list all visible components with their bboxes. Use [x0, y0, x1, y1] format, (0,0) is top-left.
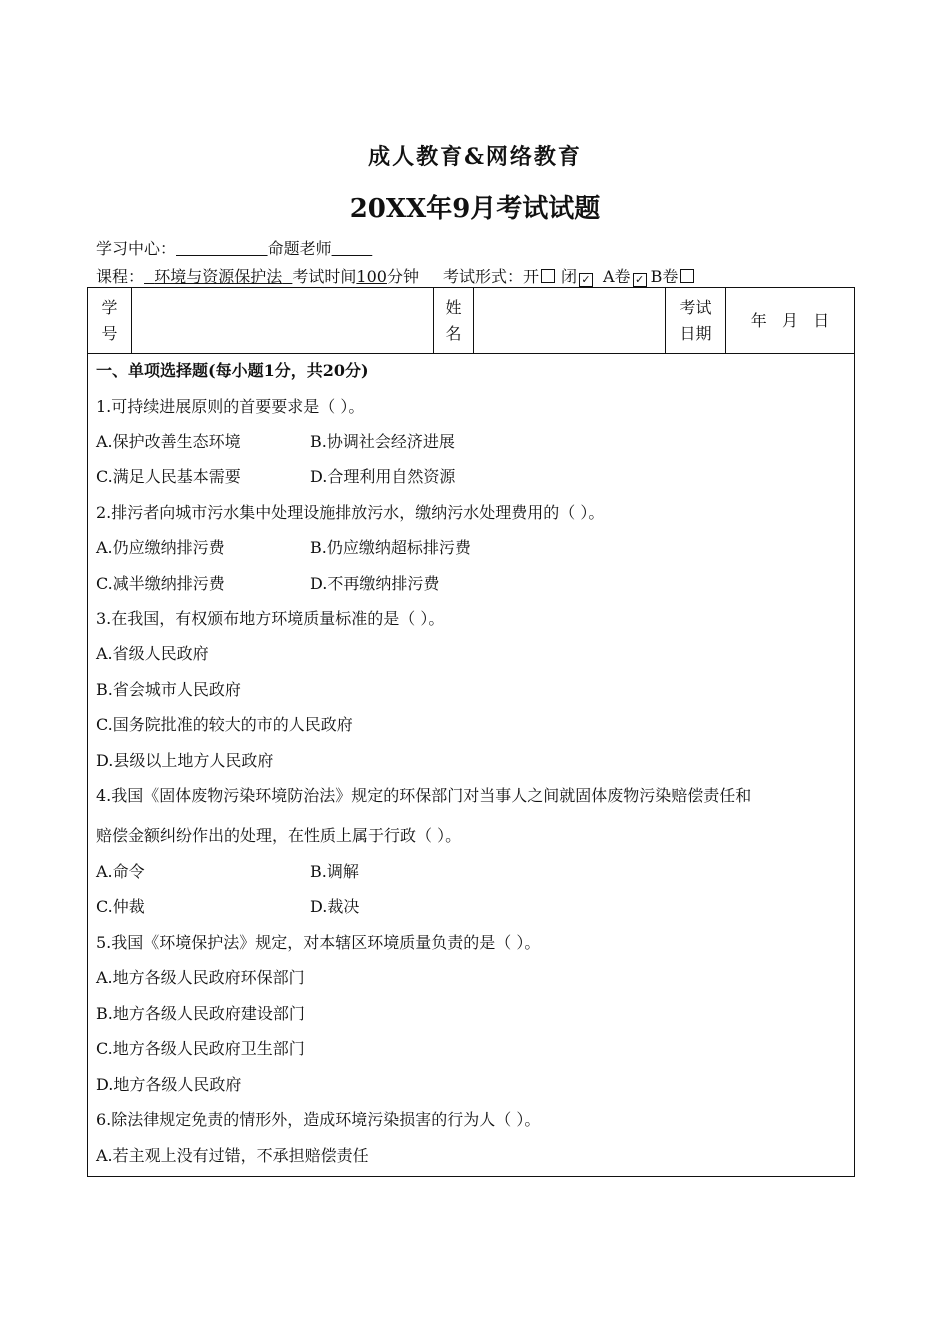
b-paper-label: B卷: [650, 267, 679, 286]
name-field[interactable]: [474, 288, 666, 353]
student-id-field[interactable]: [132, 288, 434, 353]
closed-label: 闭: [560, 267, 577, 286]
open-checkbox[interactable]: [541, 269, 555, 283]
time-label: 考试时间: [292, 267, 357, 286]
b-paper-checkbox[interactable]: [680, 269, 694, 283]
a-paper-checkbox-checked[interactable]: ✓: [633, 273, 647, 287]
option-row: [96, 429, 241, 452]
question-stem: 3.在我国，有权颁布地方环境质量标准的是（ ）。: [96, 609, 445, 628]
time-value: 100: [356, 267, 387, 286]
option-c[interactable]: C.仲裁: [96, 897, 145, 916]
option-a[interactable]: A.保护改善生态环境: [96, 432, 241, 451]
option-b[interactable]: B.协调社会经济进展: [310, 432, 455, 451]
option-a[interactable]: A.仍应缴纳排污费: [96, 538, 225, 557]
teacher-label: 命题老师: [267, 239, 332, 258]
question-stem: 5.我国《环境保护法》规定，对本辖区环境质量负责的是（ ）。: [96, 933, 541, 952]
option-c[interactable]: C.满足人民基本需要: [96, 467, 241, 486]
option-b[interactable]: B.调解: [310, 862, 359, 881]
option-b[interactable]: B.省会城市人民政府: [96, 680, 241, 699]
option-a[interactable]: A.命令: [96, 862, 145, 881]
option-d[interactable]: D.县级以上地方人民政府: [96, 751, 274, 770]
section-title: 一、单项选择题(每小题1分，共20分): [96, 361, 369, 380]
option-d[interactable]: D.裁决: [310, 897, 360, 916]
closed-checkbox-checked[interactable]: ✓: [579, 273, 593, 287]
exam-title: 20XX年9月考试试题: [349, 194, 601, 224]
info-line-1: [96, 236, 372, 259]
option-c[interactable]: C.地方各级人民政府卫生部门: [96, 1039, 305, 1058]
info-line-2: [96, 264, 694, 287]
open-label: 开: [522, 267, 539, 286]
question-stem: 4.我国《固体废物污染环境防治法》规定的环保部门对当事人之间就固体废物污染赔偿责任和: [96, 786, 752, 805]
time-unit: 分钟: [386, 267, 419, 286]
course-value: 环境与资源保护法: [154, 267, 283, 286]
option-c[interactable]: C.减半缴纳排污费: [96, 574, 225, 593]
course-label: 课程：: [96, 267, 145, 286]
question-stem-continued: 赔偿金额纠纷作出的处理，在性质上属于行政（ ）。: [96, 826, 462, 845]
question-stem: 6.除法律规定免责的情形外，造成环境污染损害的行为人（ ）。: [96, 1110, 541, 1129]
option-b[interactable]: B.仍应缴纳超标排污费: [310, 538, 471, 557]
question-stem: 2.排污者向城市污水集中处理设施排放污水，缴纳污水处理费用的（ ）。: [96, 503, 605, 522]
form-label: 考试形式：: [442, 267, 523, 286]
option-d[interactable]: D.不再缴纳排污费: [310, 574, 440, 593]
student-info-table: [87, 287, 855, 354]
option-d[interactable]: D.合理利用自然资源: [310, 467, 456, 486]
option-c[interactable]: C.国务院批准的较大的市的人民政府: [96, 715, 353, 734]
org-title: 成人教育&网络教育: [368, 144, 582, 170]
name-label: 姓 名: [434, 288, 474, 353]
question-stem: 1.可持续进展原则的首要要求是（ ）。: [96, 397, 365, 416]
option-a[interactable]: A.省级人民政府: [96, 644, 209, 663]
exam-date-field[interactable]: 年 月 日: [750, 310, 830, 330]
exam-date-label: 考试 日期: [666, 288, 726, 353]
option-d[interactable]: D.地方各级人民政府: [96, 1075, 242, 1094]
teacher-blank: [332, 239, 373, 258]
option-a[interactable]: A.地方各级人民政府环保部门: [96, 968, 305, 987]
center-blank: [176, 239, 268, 258]
option-b[interactable]: B.地方各级人民政府建设部门: [96, 1004, 305, 1023]
center-label: 学习中心：: [96, 239, 177, 258]
a-paper-label: A卷: [603, 267, 631, 286]
option-a[interactable]: A.若主观上没有过错，不承担赔偿责任: [96, 1146, 369, 1165]
student-id-label: 学 号: [88, 288, 132, 353]
